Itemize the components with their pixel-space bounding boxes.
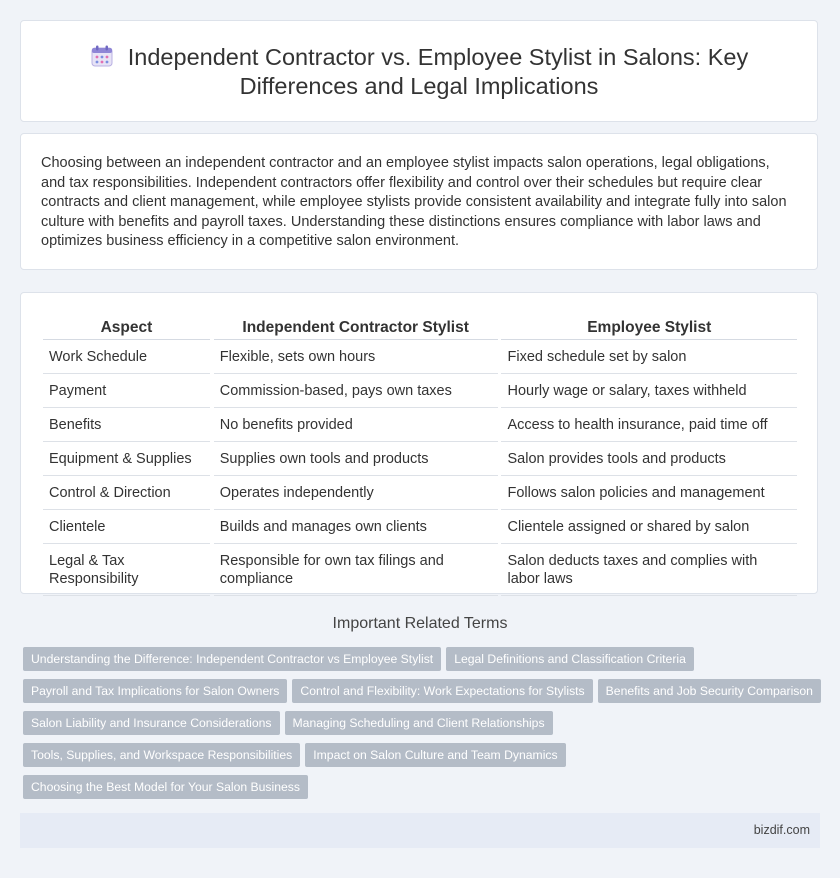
table-row — [43, 374, 797, 408]
footer-site-link[interactable]: bizdif.com — [753, 823, 810, 837]
related-tag[interactable]: Benefits and Job Security Comparison — [598, 679, 821, 703]
related-terms-list — [23, 647, 823, 807]
calendar-icon — [90, 44, 114, 68]
header-contractor: Independent Contractor Stylist — [214, 317, 498, 340]
related-tag[interactable]: Understanding the Difference: Independent Contractor vs Employee Stylist — [23, 647, 441, 671]
title-line-2: Differences and Legal Implications — [239, 73, 599, 99]
table-row — [43, 476, 797, 510]
cell-aspect: Legal & Tax Responsibility — [43, 544, 210, 596]
related-tag[interactable]: Payroll and Tax Implications for Salon Owners — [23, 679, 287, 703]
table-row — [43, 408, 797, 442]
cell-employee: Access to health insurance, paid time off — [501, 408, 797, 442]
cell-contractor: Operates independently — [214, 476, 498, 510]
table-row — [43, 442, 797, 476]
related-tag[interactable]: Control and Flexibility: Work Expectations for Stylists — [292, 679, 592, 703]
table-row — [43, 340, 797, 374]
cell-aspect: Work Schedule — [43, 340, 210, 374]
comparison-card — [20, 292, 818, 594]
table-body — [43, 340, 797, 596]
cell-aspect: Control & Direction — [43, 476, 210, 510]
page-title — [21, 43, 817, 101]
cell-employee: Follows salon policies and management — [501, 476, 797, 510]
table-row — [43, 544, 797, 596]
cell-employee: Fixed schedule set by salon — [501, 340, 797, 374]
cell-contractor: No benefits provided — [214, 408, 498, 442]
footer — [20, 813, 820, 848]
related-terms-title: Important Related Terms — [332, 615, 508, 632]
title-line-1: Independent Contractor vs. Employee Stylist in Salons: Key — [127, 44, 749, 70]
table-header-row — [43, 317, 797, 340]
cell-contractor: Builds and manages own clients — [214, 510, 498, 544]
cell-employee: Salon provides tools and products — [501, 442, 797, 476]
cell-contractor: Responsible for own tax filings and compliance — [214, 544, 498, 596]
related-tag[interactable]: Managing Scheduling and Client Relationships — [285, 711, 553, 735]
table-row — [43, 510, 797, 544]
title-card — [20, 20, 818, 122]
cell-contractor: Supplies own tools and products — [214, 442, 498, 476]
cell-aspect: Payment — [43, 374, 210, 408]
comparison-table — [43, 317, 797, 596]
related-tag[interactable]: Impact on Salon Culture and Team Dynamics — [305, 743, 565, 767]
cell-contractor: Commission-based, pays own taxes — [214, 374, 498, 408]
related-tag[interactable]: Tools, Supplies, and Workspace Responsibilities — [23, 743, 300, 767]
cell-employee: Clientele assigned or shared by salon — [501, 510, 797, 544]
header-employee: Employee Stylist — [501, 317, 797, 340]
header-aspect: Aspect — [43, 317, 210, 340]
related-tag[interactable]: Legal Definitions and Classification Criteria — [446, 647, 694, 671]
cell-employee: Salon deducts taxes and complies with labor laws — [501, 544, 797, 596]
related-tag[interactable]: Choosing the Best Model for Your Salon Business — [23, 775, 308, 799]
cell-contractor: Flexible, sets own hours — [214, 340, 498, 374]
cell-employee: Hourly wage or salary, taxes withheld — [501, 374, 797, 408]
intro-card — [20, 133, 818, 270]
cell-aspect: Equipment & Supplies — [43, 442, 210, 476]
intro-text: Choosing between an independent contractor and an employee stylist impacts salon operations, legal obligations, and tax responsibilities. Independent contractors offer flexibility and control over their schedules but require clear contracts and client management, while employee stylists provide consistent availability and integrate fully into salon culture with benefits and payroll taxes. Understanding these distinctions ensures compliance with labor laws and optimizes business efficiency in a competitive salon environment. — [41, 155, 787, 249]
cell-aspect: Clientele — [43, 510, 210, 544]
cell-aspect: Benefits — [43, 408, 210, 442]
related-tag[interactable]: Salon Liability and Insurance Considerations — [23, 711, 280, 735]
